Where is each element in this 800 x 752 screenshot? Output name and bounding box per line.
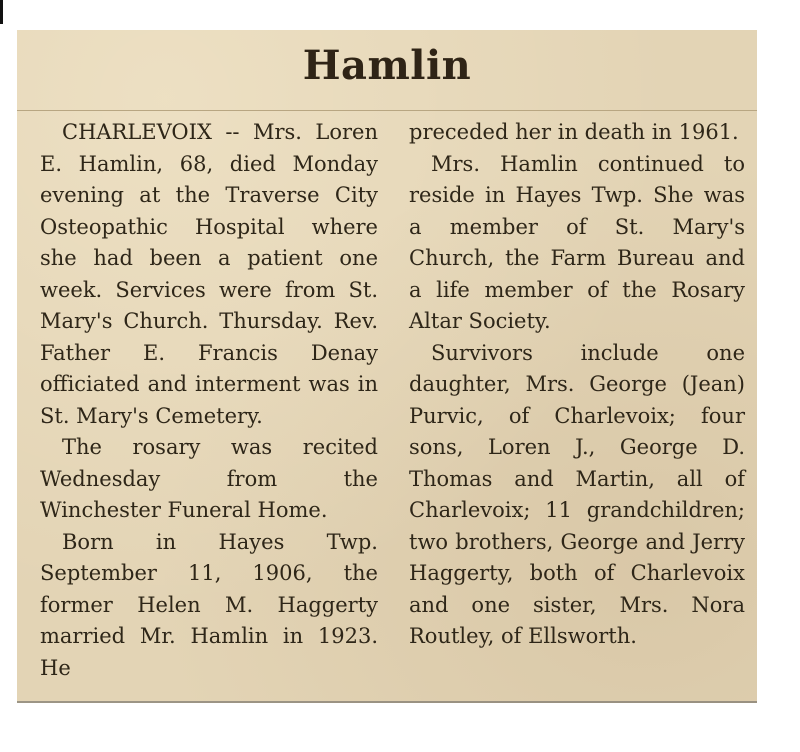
obituary-headline: Hamlin [302,42,472,89]
headline-divider [17,110,757,111]
obituary-paragraph-continuation: preceded her in death in 1961. [409,120,739,144]
obituary-paragraph-survivors: Survivors include one daughter, Mrs. George (Jean) Purvic, of Charlevoix; four sons, Loren J., George D. Thomas and Martin, all of Charlevoix; 11 grandchildren; two brothers, George and Jerry Haggerty, both of Charlevoix and one sister, Mrs. Nora Routley, of Ellsworth. [409,340,745,648]
obituary-paragraph-death-notice: CHARLEVOIX -- Mrs. Loren E. Hamlin, 68, died Monday evening at the Traverse City Osteopathic Hospital where she had been a patient one week. Services were from St. Mary's Church. Thursday. Rev. Father E. Francis Denay officiated and interment was in St. Mary's Cemetery. [40,120,378,428]
newspaper-clipping [17,30,757,703]
left-column [40,117,378,684]
right-column [409,117,745,653]
obituary-paragraph-birth: Born in Hayes Twp. September 11, 1906, the former Helen M. Haggerty married Mr. Hamlin in 1923. He [40,529,378,680]
scan-corner-mark [0,0,3,24]
obituary-paragraph-residence: Mrs. Hamlin continued to reside in Hayes Twp. She was a member of St. Mary's Church, the Farm Bureau and a life member of the Rosary Altar Society. [409,151,745,333]
obituary-paragraph-rosary: The rosary was recited Wednesday from the Winchester Funeral Home. [40,435,378,522]
